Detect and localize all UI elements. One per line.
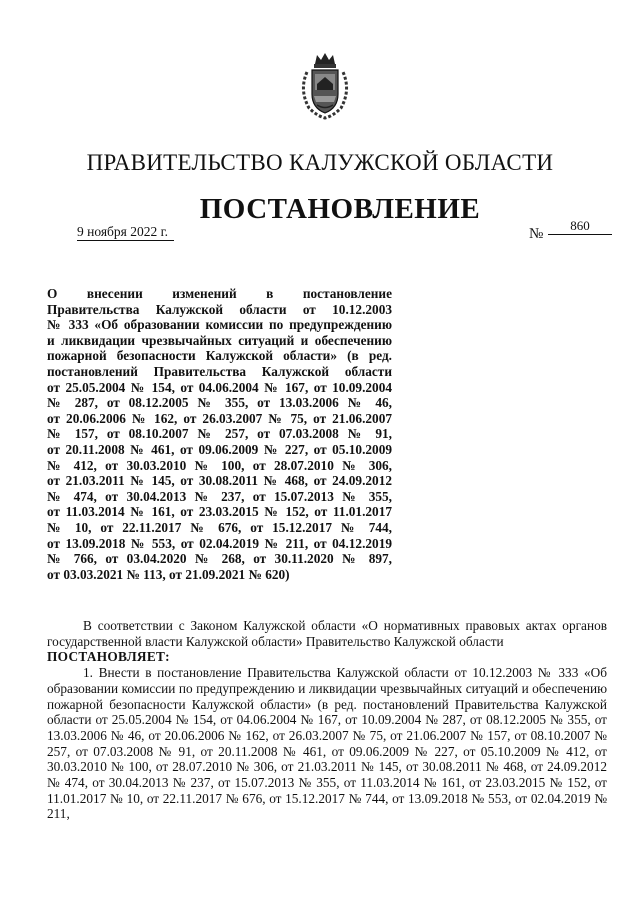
- decree-heading: ПОСТАНОВЛЯЕТ:: [47, 649, 170, 665]
- title-line: № 766, от 03.04.2020 № 268, от 30.11.2020 № 897,: [47, 551, 392, 567]
- document-title: [47, 286, 392, 582]
- title-line: № 157, от 08.10.2007 № 257, от 07.03.2008 № 91,: [47, 426, 392, 442]
- title-line: от 03.03.2021 № 113, от 21.09.2021 № 620): [47, 566, 290, 582]
- title-line: постановлений Правительства Калужской области: [47, 363, 392, 379]
- title-line: от 11.03.2014 № 161, от 23.03.2015 № 152, от 11.01.2017: [47, 504, 392, 520]
- title-line: № 287, от 08.12.2005 № 355, от 13.03.2006 № 46,: [47, 395, 392, 411]
- title-line: от 20.06.2006 № 162, от 26.03.2007 № 75, от 21.06.2007: [47, 410, 392, 426]
- title-line: от 21.03.2011 № 145, от 30.08.2011 № 468, от 24.09.2012: [47, 473, 392, 489]
- document-body: [47, 618, 607, 822]
- title-line: № 474, от 30.04.2013 № 237, от 15.07.2013 № 355,: [47, 488, 392, 504]
- document-type: ПОСТАНОВЛЕНИЕ: [199, 193, 481, 225]
- title-line: № 333 «Об образовании комиссии по предупреждению: [47, 317, 392, 333]
- title-line: от 13.09.2018 № 553, от 02.04.2019 № 211, от 04.12.2019: [47, 535, 392, 551]
- title-line: и ликвидации чрезвычайных ситуаций и обеспечению: [47, 332, 392, 348]
- number-label: №: [529, 226, 544, 242]
- title-line: № 10, от 22.11.2017 № 676, от 15.12.2017 № 744,: [47, 519, 392, 535]
- document-date: 9 ноября 2022 г.: [77, 224, 174, 241]
- coat-of-arms-icon: [295, 50, 355, 120]
- item-1-paragraph: 1. Внести в постановление Правительства Калужской области от 10.12.2003 № 333 «Об образовании комиссии по предупреждению и ликвидации чрезвычайных ситуаций и обеспечению пожарной безопасности Калужской области» (в ред. постановлений Правительства Калужской области от 25.05.2004 № 154, от 04.06.2004 № 167, от 10.09.2004 № 287, от 08.12.2005 № 355, от 13.03.2006 № 46, от 20.06.2006 № 162, от 26.03.2007 № 75, от 21.06.2007 № 157, от 08.10.2007 № 257, от 07.03.2008 № 91, от 20.11.2008 № 461, от 09.06.2009 № 227, от 05.10.2009 № 412, от 30.03.2010 № 100, от 28.07.2010 № 306, от 21.03.2011 № 145, от 30.08.2011 № 468, от 24.09.2012 № 474, от 30.04.2013 № 237, от 15.07.2013 № 355, от 11.03.2014 № 161, от 23.03.2015 № 152, от 11.01.2017 № 10, от 22.11.2017 № 676, от 15.12.2017 № 744, от 13.09.2018 № 553, от 02.04.2019 № 211,: [47, 665, 607, 822]
- title-line: от 25.05.2004 № 154, от 04.06.2004 № 167, от 10.09.2004: [47, 379, 392, 395]
- document-number: 860: [548, 218, 612, 235]
- title-line: О внесении изменений в постановление: [47, 286, 392, 301]
- preamble-paragraph: В соответствии с Законом Калужской области «О нормативных правовых актах органов государственной власти Калужской области» Правительство Калужской области: [47, 618, 607, 649]
- title-line: № 412, от 30.03.2010 № 100, от 28.07.2010 № 306,: [47, 457, 392, 473]
- organization-title: ПРАВИТЕЛЬСТВО КАЛУЖСКОЙ ОБЛАСТИ: [86, 150, 554, 175]
- title-line: от 20.11.2008 № 461, от 09.06.2009 № 227, от 05.10.2009: [47, 441, 392, 457]
- title-line: Правительства Калужской области от 10.12.2003: [47, 301, 392, 317]
- title-line: пожарной безопасности Калужской области» (в ред.: [47, 348, 392, 364]
